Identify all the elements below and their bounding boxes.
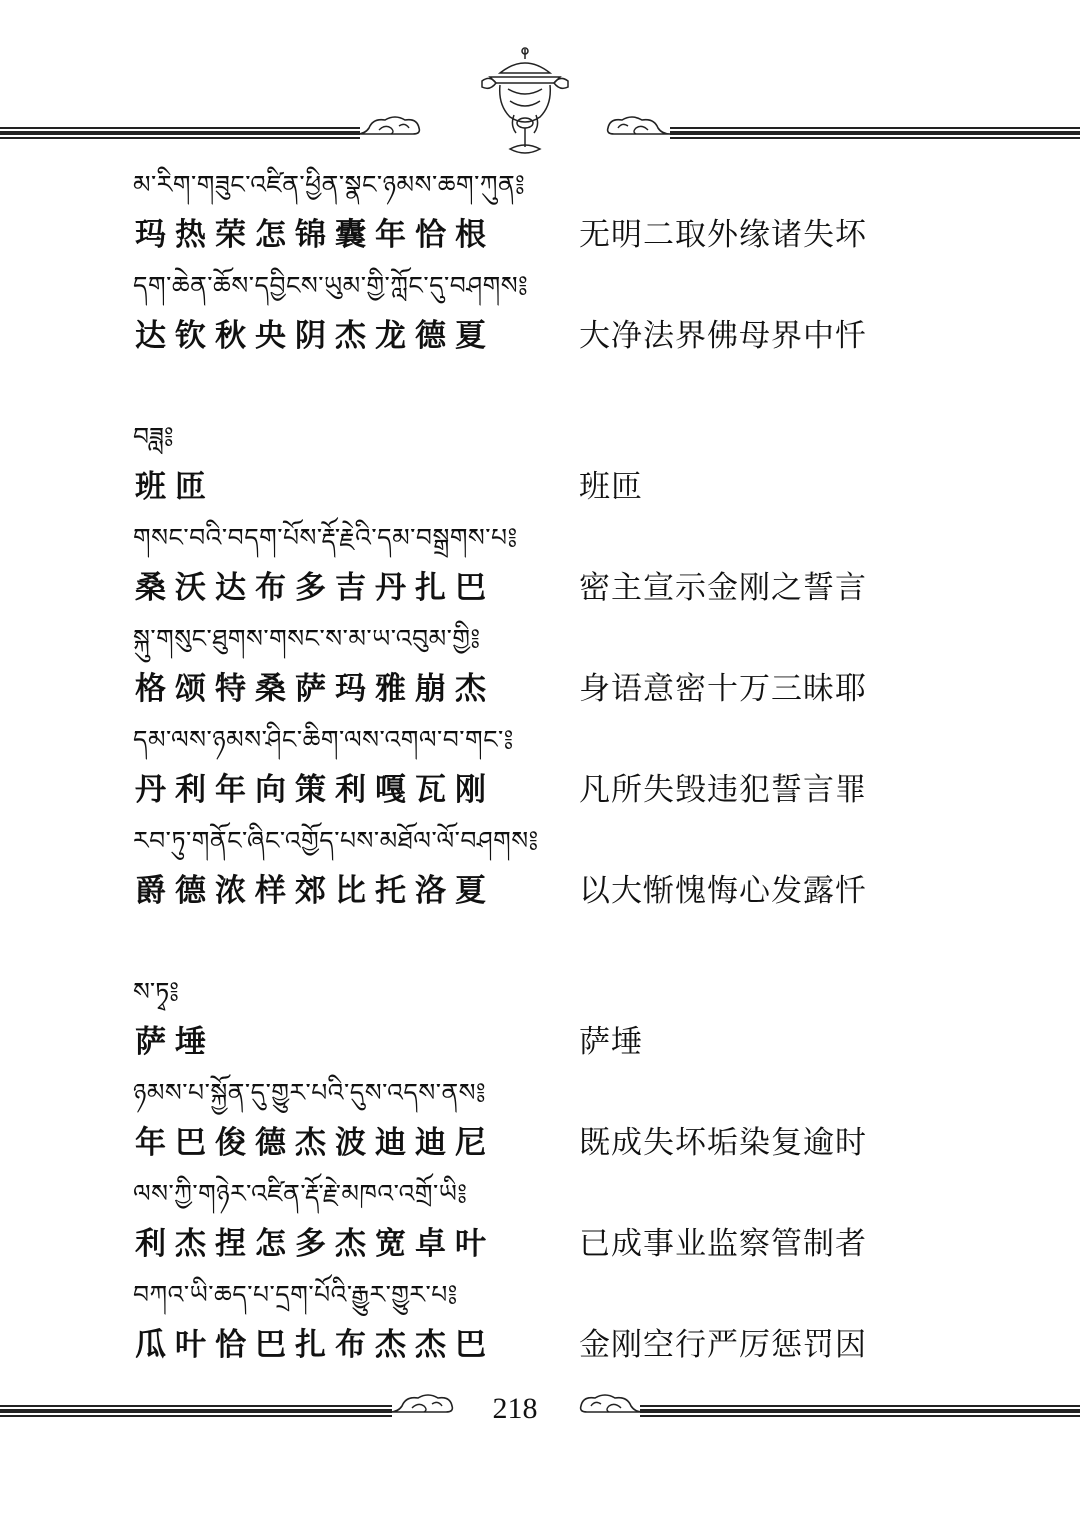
transliteration-text: 瓜叶恰巴扎布杰杰巴 bbox=[135, 1327, 495, 1363]
chinese-translation: 以大惭愧悔心发露忏 bbox=[579, 873, 867, 909]
tibetan-line: གསང་བའི་བདག་པོས་རྡོ་རྗེའི་དམ་བསྒྲགས་པ༔ bbox=[133, 523, 518, 552]
transliteration-text: 桑沃达布多吉丹扎巴 bbox=[135, 570, 495, 606]
verse-row bbox=[133, 311, 933, 362]
section-heading-chinese: 萨埵 bbox=[579, 1024, 643, 1060]
verse-row bbox=[133, 563, 933, 614]
section-heading-row bbox=[133, 1017, 933, 1068]
cloud-ornament-icon bbox=[602, 112, 672, 138]
tibetan-line: སྐུ་གསུང་ཐུགས་གསང་ས་མ་ཡ་འབུམ་གྱི༔ bbox=[133, 624, 481, 653]
transliteration-text: 格颂特桑萨玛雅崩杰 bbox=[135, 671, 495, 707]
chinese-translation: 金刚空行严厉惩罚因 bbox=[579, 1327, 867, 1363]
transliteration-text: 年巴俊德杰波迪迪尼 bbox=[135, 1125, 495, 1161]
transliteration-text: 玛热荣怎锦囊年恰根 bbox=[135, 217, 495, 253]
footer-rule bbox=[0, 1405, 1080, 1417]
cloud-ornament-icon bbox=[355, 112, 425, 138]
cloud-ornament-icon bbox=[575, 1390, 645, 1416]
tibetan-line: དག་ཆེན་ཆོས་དབྱིངས་ཡུམ་གྱི་ཀློང་དུ་བཤགས༔ bbox=[133, 271, 529, 300]
section-heading-transliteration: 班匝 bbox=[135, 469, 215, 505]
parasol-emblem-icon bbox=[470, 45, 580, 160]
section-heading-transliteration: 萨埵 bbox=[135, 1024, 215, 1060]
section-heading-tibetan: བཟླ༔ bbox=[133, 422, 174, 451]
chinese-translation: 已成事业监察管制者 bbox=[579, 1226, 867, 1262]
chinese-translation: 既成失坏垢染复逾时 bbox=[579, 1125, 867, 1161]
chinese-translation: 凡所失毁违犯誓言罪 bbox=[579, 772, 867, 808]
section-heading-tibetan: ས་ཏྭ༔ bbox=[133, 977, 179, 1006]
tibetan-line: ཉམས་པ་སྐྱོན་དུ་གྱུར་པའི་དུས་འདས་ནས༔ bbox=[133, 1078, 487, 1107]
verse-row bbox=[133, 1118, 933, 1169]
tibetan-line: དམ་ལས་ཉམས་ཤིང་ཆིག་ལས་འགལ་བ་གང་༔ bbox=[133, 725, 514, 754]
verse-row bbox=[133, 765, 933, 816]
tibetan-line: བཀའ་ཡི་ཆད་པ་དྲག་པོའི་རྒྱུར་གྱུར་པ༔ bbox=[133, 1280, 458, 1309]
tibetan-line: རབ་ཏུ་གནོང་ཞིང་འགྱོད་པས་མཐོལ་ལོ་བཤགས༔ bbox=[133, 826, 539, 855]
chinese-translation: 无明二取外缘诸失坏 bbox=[579, 217, 867, 253]
verse-row bbox=[133, 210, 933, 261]
transliteration-text: 利杰捏怎多杰宽卓叶 bbox=[135, 1226, 495, 1262]
verse-row bbox=[133, 1320, 933, 1371]
tibetan-line: ལས་ཀྱི་གཉེར་འཛིན་རྡོ་རྗེ་མཁའ་འགྲོ་ཡི༔ bbox=[133, 1179, 468, 1208]
transliteration-text: 爵德浓样郊比托洛夏 bbox=[135, 873, 495, 909]
cloud-ornament-icon bbox=[388, 1390, 458, 1416]
transliteration-text: 丹利年向策利嘎瓦刚 bbox=[135, 772, 495, 808]
section-heading-chinese: 班匝 bbox=[579, 469, 643, 505]
chinese-translation: 大净法界佛母界中忏 bbox=[579, 318, 867, 354]
page-number: 218 bbox=[492, 1392, 538, 1425]
verse-row bbox=[133, 866, 933, 917]
verse-content bbox=[133, 160, 933, 1371]
verse-row bbox=[133, 664, 933, 715]
section-heading-row bbox=[133, 462, 933, 513]
transliteration-text: 达钦秋央阴杰龙德夏 bbox=[135, 318, 495, 354]
tibetan-line: མ་རིག་གཟུང་འཛིན་ཕྱིན་སྣང་ཉམས་ཆག་ཀུན༔ bbox=[133, 170, 526, 199]
chinese-translation: 密主宣示金刚之誓言 bbox=[579, 570, 867, 606]
verse-row bbox=[133, 1219, 933, 1270]
chinese-translation: 身语意密十万三昧耶 bbox=[579, 671, 867, 707]
